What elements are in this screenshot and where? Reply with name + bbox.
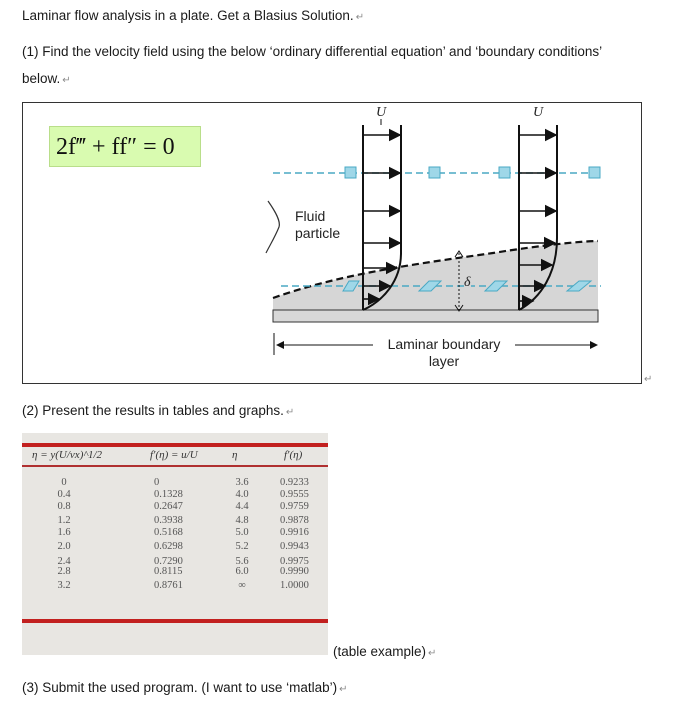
- cell-eta: 5.0: [235, 527, 249, 538]
- cell-fprime: 0.9943: [280, 541, 309, 552]
- table-caption: (table example) ↵: [333, 644, 437, 659]
- cell-eta: 0.8: [57, 501, 71, 512]
- cell-eta: 5.2: [235, 541, 249, 552]
- column-fprime-left: [154, 477, 204, 592]
- item2-text: (2) Present the results in tables and graphs. ↵: [22, 403, 295, 418]
- freestream-velocity-label-2: U: [533, 105, 544, 120]
- cell-fprime: 0.9990: [280, 566, 309, 577]
- table-top-rule: [22, 443, 328, 447]
- cell-fprime: 0.7290: [154, 556, 183, 567]
- cell-fprime: 0.9233: [280, 477, 309, 488]
- blasius-table-photo: [22, 433, 328, 655]
- laminar-boundary-layer-label: Laminar boundary layer: [387, 336, 501, 369]
- cell-eta: 0: [61, 477, 67, 488]
- cell-fprime: 0.3938: [154, 515, 183, 526]
- fluid-particle: [499, 167, 510, 178]
- item1-text: (1) Find the velocity field using the below ‘ordinary differential equation’ and ‘boundary conditions’: [22, 44, 603, 59]
- cell-eta: 4.0: [235, 489, 249, 500]
- cell-fprime: 1.0000: [280, 580, 309, 591]
- paragraph-mark: ↵: [644, 374, 653, 385]
- cell-eta: 2.0: [57, 541, 71, 552]
- cell-fprime: 0.9878: [280, 515, 309, 526]
- table-bottom-rule: [22, 619, 328, 623]
- cell-fprime: 0.9759: [280, 501, 309, 512]
- cell-eta: 1.6: [57, 527, 71, 538]
- cell-eta: 0.4: [57, 489, 71, 500]
- cell-fprime: 0.9916: [280, 527, 309, 538]
- intro-line: Laminar flow analysis in a plate. Get a Blasius Solution. ↵: [22, 8, 365, 23]
- freestream-velocity-label-1: U: [376, 105, 387, 120]
- cell-eta: ∞: [238, 580, 246, 591]
- column-fprime-right: [280, 477, 328, 592]
- cell-fprime: 0.9555: [280, 489, 309, 500]
- cell-eta: 3.2: [57, 580, 71, 591]
- cell-fprime: 0: [154, 477, 160, 488]
- header-eta-left: η = y(U/νx)^1/2: [32, 449, 103, 461]
- column-eta-right: [227, 477, 257, 592]
- fluid-particle-label: Fluid particle: [295, 208, 341, 241]
- column-eta-left: [44, 477, 84, 592]
- fluid-particle: [589, 167, 600, 178]
- cell-fprime: 0.5168: [154, 527, 183, 538]
- cell-eta: 6.0: [235, 566, 249, 577]
- cell-eta: 4.4: [235, 501, 249, 512]
- cell-fprime: 0.2647: [154, 501, 183, 512]
- cell-eta: 2.4: [57, 556, 71, 567]
- table-header-rule: [22, 465, 328, 467]
- item1-text-cont: below. ↵: [22, 71, 71, 86]
- cell-eta: 4.8: [235, 515, 249, 526]
- cell-fprime: 0.6298: [154, 541, 183, 552]
- fluid-particle: [429, 167, 440, 178]
- item3-text: (3) Submit the used program. (I want to use ‘matlab’) ↵: [22, 680, 348, 695]
- cell-fprime: 0.8761: [154, 580, 183, 591]
- cell-fprime: 0.9975: [280, 556, 309, 567]
- cell-eta: 3.6: [235, 477, 249, 488]
- cell-fprime: 0.8115: [154, 566, 183, 577]
- cell-eta: 2.8: [57, 566, 71, 577]
- boundary-layer-figure: [22, 102, 642, 384]
- cell-fprime: 0.1328: [154, 489, 183, 500]
- header-eta-right: η: [232, 449, 238, 461]
- cell-eta: 5.6: [235, 556, 249, 567]
- blasius-equation: 2f‴ + ff″ = 0: [49, 126, 201, 167]
- plate: [273, 310, 598, 322]
- fluid-particle: [345, 167, 356, 178]
- delta-label: δ: [464, 275, 471, 290]
- header-fprime-right: f′(η): [284, 449, 303, 461]
- cell-eta: 1.2: [57, 515, 71, 526]
- header-fprime-left: f′(η) = u/U: [150, 449, 198, 461]
